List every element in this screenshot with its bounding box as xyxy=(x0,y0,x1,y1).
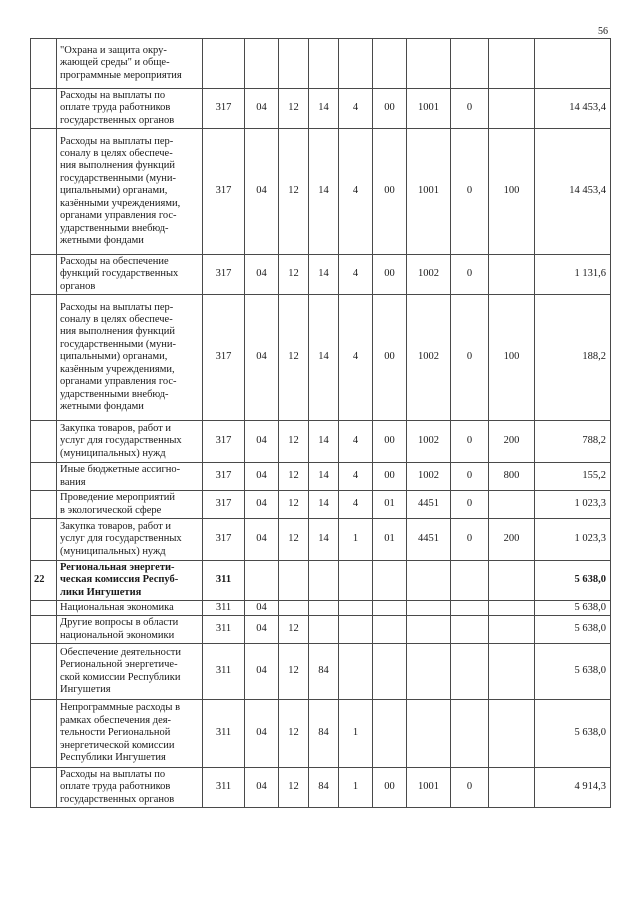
ministry-code-cell: 317 xyxy=(203,295,245,421)
expense-type-cell: 200 xyxy=(489,519,535,561)
table-row xyxy=(31,295,611,421)
expense-type-cell xyxy=(489,39,535,89)
section-code-cell: 04 xyxy=(245,491,279,519)
table-row xyxy=(31,89,611,129)
subprogram-code-cell: 4 xyxy=(339,421,373,463)
subprogram-code-cell xyxy=(339,644,373,700)
section-code-cell: 04 xyxy=(245,295,279,421)
subsection-code-cell: 12 xyxy=(279,491,309,519)
amount-cell: 14 453,4 xyxy=(535,129,611,255)
expense-type-cell xyxy=(489,601,535,616)
ministry-code-cell: 311 xyxy=(203,644,245,700)
item-name-cell: Закупка товаров, работ и услуг для государственных (муниципальных) нужд xyxy=(57,421,203,463)
item-name-cell: "Охрана и защита окру- жающей среды" и обще- программные мероприятия xyxy=(57,39,203,89)
row-number-cell xyxy=(31,89,57,129)
activity-code-cell xyxy=(373,601,407,616)
ministry-code-cell: 317 xyxy=(203,463,245,491)
program-code-cell: 14 xyxy=(309,129,339,255)
amount-cell: 4 914,3 xyxy=(535,768,611,808)
item-name-cell: Расходы на выплаты пер- соналу в целях обеспече- ния выполнения функций государственными (муни- ципальными) органами, казёнными учреждениями, органами управления гос- ударственными внебюд- жетными фондами xyxy=(57,129,203,255)
item-name-cell: Проведение мероприятий в экологической сфере xyxy=(57,491,203,519)
table-row xyxy=(31,601,611,616)
extra-code-cell xyxy=(451,601,489,616)
extra-code-cell: 0 xyxy=(451,491,489,519)
item-name-cell: Закупка товаров, работ и услуг для государственных (муниципальных) нужд xyxy=(57,519,203,561)
expense-type-cell: 100 xyxy=(489,129,535,255)
subprogram-code-cell: 1 xyxy=(339,519,373,561)
expense-type-cell xyxy=(489,616,535,644)
activity-code-cell: 00 xyxy=(373,255,407,295)
program-code-cell: 84 xyxy=(309,700,339,768)
extra-code-cell: 0 xyxy=(451,129,489,255)
program-code-cell xyxy=(309,39,339,89)
page-number: 56 xyxy=(598,26,608,37)
program-code-cell xyxy=(309,561,339,601)
row-number-cell xyxy=(31,255,57,295)
table-row xyxy=(31,700,611,768)
program-code-cell: 84 xyxy=(309,768,339,808)
row-number-cell xyxy=(31,616,57,644)
table-row xyxy=(31,463,611,491)
program-code-cell: 14 xyxy=(309,463,339,491)
subprogram-code-cell: 4 xyxy=(339,491,373,519)
ministry-code-cell: 317 xyxy=(203,255,245,295)
item-name-cell: Расходы на выплаты по оплате труда работников государственных органов xyxy=(57,89,203,129)
table-row xyxy=(31,519,611,561)
table-row xyxy=(31,768,611,808)
row-number-cell xyxy=(31,491,57,519)
direction-code-cell xyxy=(407,644,451,700)
amount-cell: 1 023,3 xyxy=(535,519,611,561)
expense-type-cell xyxy=(489,768,535,808)
extra-code-cell xyxy=(451,616,489,644)
extra-code-cell: 0 xyxy=(451,89,489,129)
expense-type-cell: 100 xyxy=(489,295,535,421)
activity-code-cell: 00 xyxy=(373,89,407,129)
program-code-cell: 14 xyxy=(309,421,339,463)
section-code-cell: 04 xyxy=(245,601,279,616)
expense-type-cell: 800 xyxy=(489,463,535,491)
row-number-cell xyxy=(31,463,57,491)
program-code-cell xyxy=(309,601,339,616)
amount-cell: 5 638,0 xyxy=(535,601,611,616)
subsection-code-cell xyxy=(279,561,309,601)
direction-code-cell: 1002 xyxy=(407,255,451,295)
row-number-cell xyxy=(31,39,57,89)
row-number-cell xyxy=(31,519,57,561)
extra-code-cell xyxy=(451,39,489,89)
section-code-cell: 04 xyxy=(245,463,279,491)
ministry-code-cell: 317 xyxy=(203,421,245,463)
section-code-cell: 04 xyxy=(245,421,279,463)
program-code-cell: 14 xyxy=(309,255,339,295)
ministry-code-cell: 311 xyxy=(203,768,245,808)
ministry-code-cell: 311 xyxy=(203,616,245,644)
table-row xyxy=(31,644,611,700)
expense-type-cell xyxy=(489,491,535,519)
ministry-code-cell: 317 xyxy=(203,129,245,255)
activity-code-cell xyxy=(373,616,407,644)
subprogram-code-cell xyxy=(339,39,373,89)
subsection-code-cell xyxy=(279,39,309,89)
activity-code-cell: 00 xyxy=(373,295,407,421)
program-code-cell: 14 xyxy=(309,89,339,129)
subprogram-code-cell: 1 xyxy=(339,700,373,768)
activity-code-cell xyxy=(373,644,407,700)
item-name-cell: Расходы на обеспечение функций государственных органов xyxy=(57,255,203,295)
extra-code-cell: 0 xyxy=(451,519,489,561)
table-row xyxy=(31,129,611,255)
ministry-code-cell: 317 xyxy=(203,519,245,561)
table-row xyxy=(31,255,611,295)
direction-code-cell: 1001 xyxy=(407,768,451,808)
row-number-cell: 22 xyxy=(31,561,57,601)
row-number-cell xyxy=(31,601,57,616)
subsection-code-cell: 12 xyxy=(279,463,309,491)
section-code-cell: 04 xyxy=(245,255,279,295)
row-number-cell xyxy=(31,768,57,808)
ministry-code-cell: 311 xyxy=(203,700,245,768)
program-code-cell: 14 xyxy=(309,295,339,421)
activity-code-cell xyxy=(373,39,407,89)
expense-type-cell xyxy=(489,644,535,700)
item-name-cell: Расходы на выплаты по оплате труда работников государственных органов xyxy=(57,768,203,808)
table-row xyxy=(31,561,611,601)
amount-cell: 188,2 xyxy=(535,295,611,421)
item-name-cell: Другие вопросы в области национальной экономики xyxy=(57,616,203,644)
extra-code-cell xyxy=(451,644,489,700)
subprogram-code-cell: 4 xyxy=(339,129,373,255)
activity-code-cell: 00 xyxy=(373,768,407,808)
table-body xyxy=(31,39,611,808)
expense-type-cell xyxy=(489,561,535,601)
direction-code-cell xyxy=(407,561,451,601)
ministry-code-cell: 317 xyxy=(203,491,245,519)
direction-code-cell: 4451 xyxy=(407,491,451,519)
subprogram-code-cell: 4 xyxy=(339,295,373,421)
item-name-cell: Расходы на выплаты пер- соналу в целях обеспече- ния выполнения функций государственными (муни- ципальными) органами, казённым учреждениями, органами управления гос- ударственными внебюд- жетными фондами xyxy=(57,295,203,421)
section-code-cell: 04 xyxy=(245,129,279,255)
item-name-cell: Региональная энергети- ческая комиссия Респуб- лики Ингушетия xyxy=(57,561,203,601)
direction-code-cell xyxy=(407,700,451,768)
extra-code-cell xyxy=(451,700,489,768)
subsection-code-cell: 12 xyxy=(279,616,309,644)
subsection-code-cell xyxy=(279,601,309,616)
direction-code-cell: 1001 xyxy=(407,129,451,255)
expense-type-cell xyxy=(489,700,535,768)
subsection-code-cell: 12 xyxy=(279,255,309,295)
extra-code-cell: 0 xyxy=(451,255,489,295)
table-row xyxy=(31,616,611,644)
program-code-cell: 14 xyxy=(309,519,339,561)
program-code-cell: 14 xyxy=(309,491,339,519)
table-row xyxy=(31,421,611,463)
direction-code-cell xyxy=(407,601,451,616)
section-code-cell: 04 xyxy=(245,768,279,808)
budget-table xyxy=(30,38,611,808)
row-number-cell xyxy=(31,129,57,255)
amount-cell: 788,2 xyxy=(535,421,611,463)
extra-code-cell: 0 xyxy=(451,463,489,491)
ministry-code-cell: 317 xyxy=(203,89,245,129)
subsection-code-cell: 12 xyxy=(279,89,309,129)
item-name-cell: Иные бюджетные ассигно- вания xyxy=(57,463,203,491)
subsection-code-cell: 12 xyxy=(279,421,309,463)
subsection-code-cell: 12 xyxy=(279,129,309,255)
subprogram-code-cell xyxy=(339,601,373,616)
subsection-code-cell: 12 xyxy=(279,295,309,421)
program-code-cell xyxy=(309,616,339,644)
section-code-cell xyxy=(245,561,279,601)
activity-code-cell: 00 xyxy=(373,421,407,463)
direction-code-cell: 1002 xyxy=(407,295,451,421)
expense-type-cell: 200 xyxy=(489,421,535,463)
expense-type-cell xyxy=(489,89,535,129)
section-code-cell: 04 xyxy=(245,616,279,644)
subsection-code-cell: 12 xyxy=(279,700,309,768)
row-number-cell xyxy=(31,644,57,700)
subsection-code-cell: 12 xyxy=(279,519,309,561)
amount-cell: 1 023,3 xyxy=(535,491,611,519)
activity-code-cell xyxy=(373,700,407,768)
direction-code-cell: 1002 xyxy=(407,421,451,463)
item-name-cell: Непрограммные расходы в рамках обеспечения дея- тельности Региональной энергетической комиссии Республики Ингушетия xyxy=(57,700,203,768)
activity-code-cell: 00 xyxy=(373,129,407,255)
extra-code-cell: 0 xyxy=(451,421,489,463)
amount-cell: 5 638,0 xyxy=(535,700,611,768)
direction-code-cell xyxy=(407,39,451,89)
table-row xyxy=(31,39,611,89)
section-code-cell: 04 xyxy=(245,89,279,129)
amount-cell: 14 453,4 xyxy=(535,89,611,129)
direction-code-cell: 1002 xyxy=(407,463,451,491)
direction-code-cell: 1001 xyxy=(407,89,451,129)
expense-type-cell xyxy=(489,255,535,295)
row-number-cell xyxy=(31,295,57,421)
subprogram-code-cell xyxy=(339,561,373,601)
section-code-cell xyxy=(245,39,279,89)
section-code-cell: 04 xyxy=(245,700,279,768)
amount-cell: 5 638,0 xyxy=(535,616,611,644)
ministry-code-cell: 311 xyxy=(203,601,245,616)
subprogram-code-cell: 1 xyxy=(339,768,373,808)
amount-cell: 5 638,0 xyxy=(535,561,611,601)
amount-cell: 155,2 xyxy=(535,463,611,491)
row-number-cell xyxy=(31,421,57,463)
subprogram-code-cell: 4 xyxy=(339,89,373,129)
amount-cell xyxy=(535,39,611,89)
section-code-cell: 04 xyxy=(245,644,279,700)
activity-code-cell: 00 xyxy=(373,463,407,491)
ministry-code-cell xyxy=(203,39,245,89)
subprogram-code-cell xyxy=(339,616,373,644)
program-code-cell: 84 xyxy=(309,644,339,700)
row-number-cell xyxy=(31,700,57,768)
ministry-code-cell: 311 xyxy=(203,561,245,601)
activity-code-cell xyxy=(373,561,407,601)
subsection-code-cell: 12 xyxy=(279,644,309,700)
direction-code-cell xyxy=(407,616,451,644)
item-name-cell: Обеспечение деятельности Региональной энергетиче- ской комиссии Республики Ингушетия xyxy=(57,644,203,700)
subsection-code-cell: 12 xyxy=(279,768,309,808)
extra-code-cell: 0 xyxy=(451,768,489,808)
subprogram-code-cell: 4 xyxy=(339,255,373,295)
activity-code-cell: 01 xyxy=(373,519,407,561)
subprogram-code-cell: 4 xyxy=(339,463,373,491)
activity-code-cell: 01 xyxy=(373,491,407,519)
direction-code-cell: 4451 xyxy=(407,519,451,561)
extra-code-cell xyxy=(451,561,489,601)
extra-code-cell: 0 xyxy=(451,295,489,421)
amount-cell: 5 638,0 xyxy=(535,644,611,700)
table-row xyxy=(31,491,611,519)
item-name-cell: Национальная экономика xyxy=(57,601,203,616)
amount-cell: 1 131,6 xyxy=(535,255,611,295)
section-code-cell: 04 xyxy=(245,519,279,561)
